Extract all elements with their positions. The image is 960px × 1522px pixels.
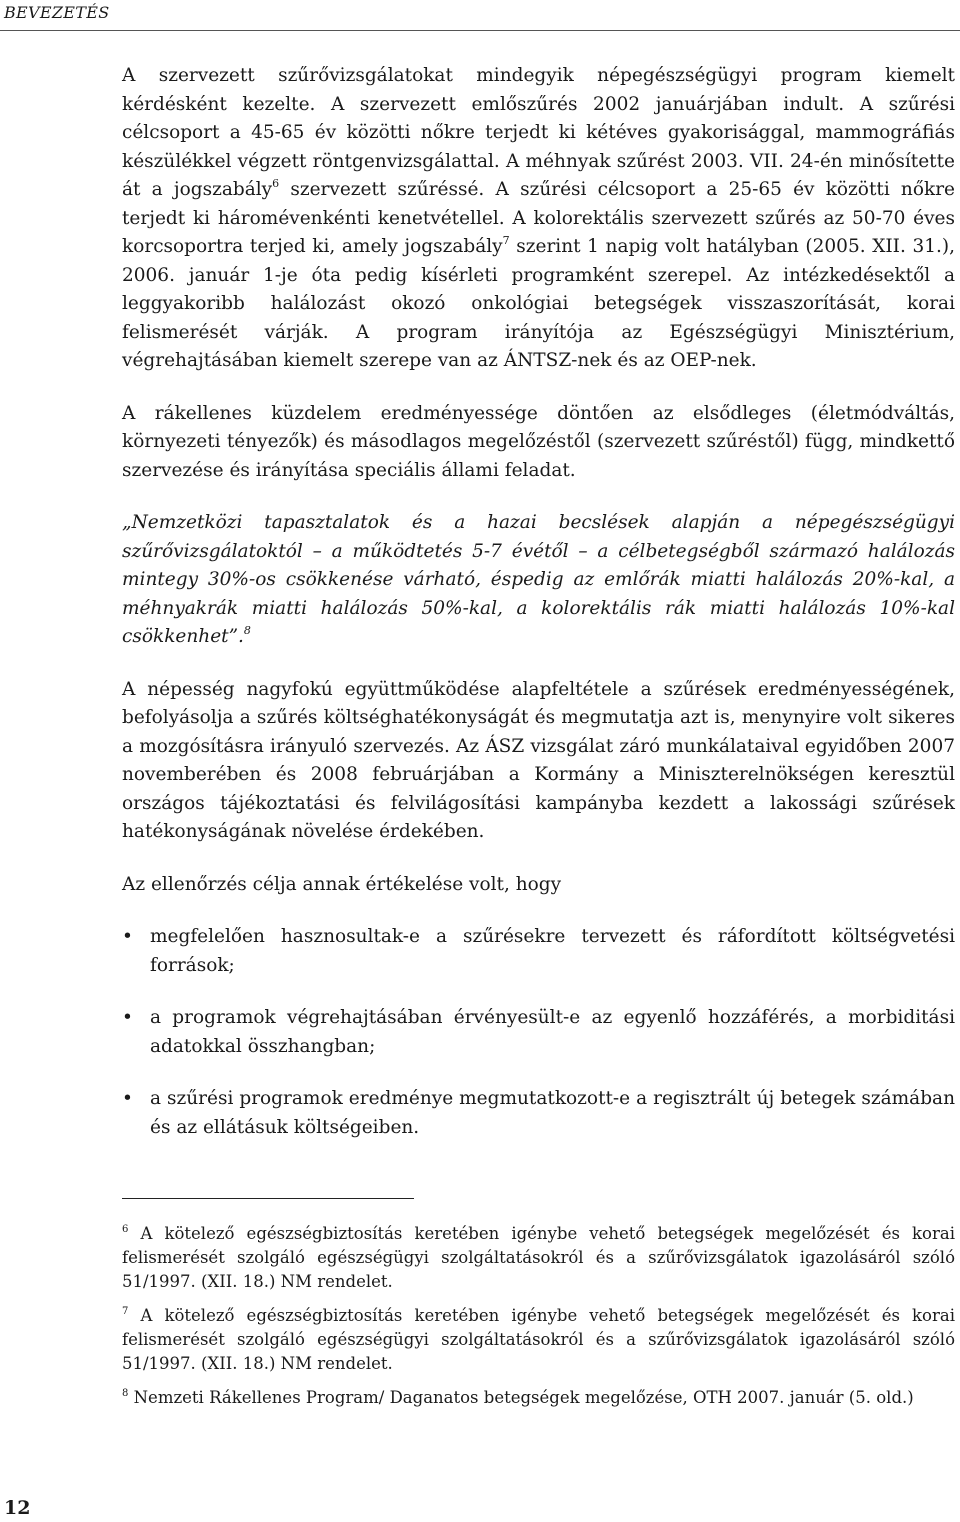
footnotes	[122, 1222, 955, 1420]
paragraph-cancer-fight: A rákellenes küzdelem eredményessége döntően az elsődleges (életmódváltás, környezeti tényezők) és másodlagos megelőzéstől (szervezett szűréstől) függ, mindkettő szervezése és irányítása speciális állami feladat.	[122, 402, 955, 481]
footnote-text: A kötelező egészségbiztosítás keretében igénybe vehető betegségek megelőzését és korai felismerését szolgáló egészségügyi szolgáltatásokról és a szűrővizsgálatok igazolásáról szóló 51/1997. (XII. 18.) NM rendelet.	[122, 1306, 955, 1373]
list-item: • a programok végrehajtásában érvényesült-e az egyenlő hozzáférés, a morbiditási adatokkal összhangban;	[122, 1004, 955, 1061]
section-title: BEVEZETÉS	[4, 3, 110, 22]
paragraph-text: A szervezett szűrővizsgálatokat mindegyik népegészségügyi program kiemelt kérdésként kezelte. A szervezett emlőszűrés 2002 januárjában indult. A szűrési célcsoport a 45-65 év közötti nőkre terjedt ki kétéves gyakorisággal, mammográfiás készülékkel végzett röntgenvizsgálattal. A méhnyak szűrést 2003. VII. 24-én minősítette át a jogszabály	[122, 65, 955, 200]
paragraph-screening-programs	[122, 62, 955, 376]
footnote-text: Nemzeti Rákellenes Program/ Daganatos betegségek megelőzése, OTH 2007. január (5. old.)	[128, 1388, 914, 1407]
footnote-divider	[122, 1198, 414, 1199]
paragraph-quote	[122, 509, 955, 652]
footnote-ref-8[interactable]: 8	[243, 624, 251, 637]
paragraph-cooperation: A népesség nagyfokú együttműködése alapfeltétele a szűrések eredményességének, befolyásolja a szűrés költséghatékonyságát és megmutatja azt is, menynyire volt sikeres a mozgósításra irányuló szervezés. Az ÁSZ vizsgálat záró munkálataival egyidőben 2007 novemberében és 2008 februárjában a Kormány a Miniszterelnökségen keresztül országos tájékoztatási és felvilágosítási kampányba kezdett a lakossági szűrések hatékonyságának növelése érdekében.	[122, 678, 955, 842]
footnote-number: 8	[122, 1388, 129, 1399]
body-text	[122, 62, 955, 1166]
quote-text: „Nemzetközi tapasztalatok és a hazai becslések alapján a népegészségügyi szűrővizsgálatoktól – a működtetés 5-7 évétől – a célbetegségből származó halálozás mintegy 30%-os csökkenése várható, éspedig az emlőrák miatti halálozás 20%-kal, a méhnyakrák miatti halálozás 50%-kal, a kolorektális rák miatti halálozás 10%-kal csökkenhet”.	[122, 512, 955, 647]
footnote-7	[122, 1304, 955, 1376]
paragraph-audit-goal: Az ellenőrzés célja annak értékelése volt, hogy	[122, 873, 562, 895]
footnote-number: 7	[122, 1306, 129, 1317]
footnote-8	[122, 1386, 955, 1410]
list-item: • megfelelően hasznosultak-e a szűrésekre tervezett és ráfordított költségvetési források;	[122, 923, 955, 980]
page-number: 12	[4, 1497, 31, 1519]
paragraph-text: szervezett szűréssé. A szűrési célcsoport a 25-65 év közötti nőkre terjedt ki háromévenkénti kenetvétellel. A kolorektális szervezett szűrés az 50-70 éves korcsoportra terjed ki, amely jogszabály	[122, 179, 955, 257]
paragraph-text: szerint 1 napig volt hatályban (2005. XII. 31.), 2006. január 1-je óta pedig kísérleti programként szerepel. Az intézkedésektől a leggyakoribb halálozást okozó onkológiai betegségek visszaszorítását, korai felismerését várják. A program irányítója az Egészségügyi Minisztérium, végrehajtásában kiemelt szerepe van az ÁNTSZ-nek és az OEP-nek.	[122, 236, 956, 371]
footnote-ref-7[interactable]: 7	[502, 234, 510, 247]
audit-criteria-list	[122, 923, 955, 1142]
running-header	[0, 0, 960, 31]
footnote-number: 6	[122, 1224, 129, 1235]
list-item: • a szűrési programok eredménye megmutatkozott-e a regisztrált új betegek számában és az ellátásuk költségeiben.	[122, 1085, 955, 1142]
footnote-text: A kötelező egészségbiztosítás keretében igénybe vehető betegségek megelőzését és korai felismerését szolgáló egészségügyi szolgáltatásokról és a szűrővizsgálatok igazolásáról szóló 51/1997. (XII. 18.) NM rendelet.	[122, 1224, 955, 1291]
footnote-6	[122, 1222, 955, 1294]
footnote-ref-6[interactable]: 6	[272, 177, 280, 190]
